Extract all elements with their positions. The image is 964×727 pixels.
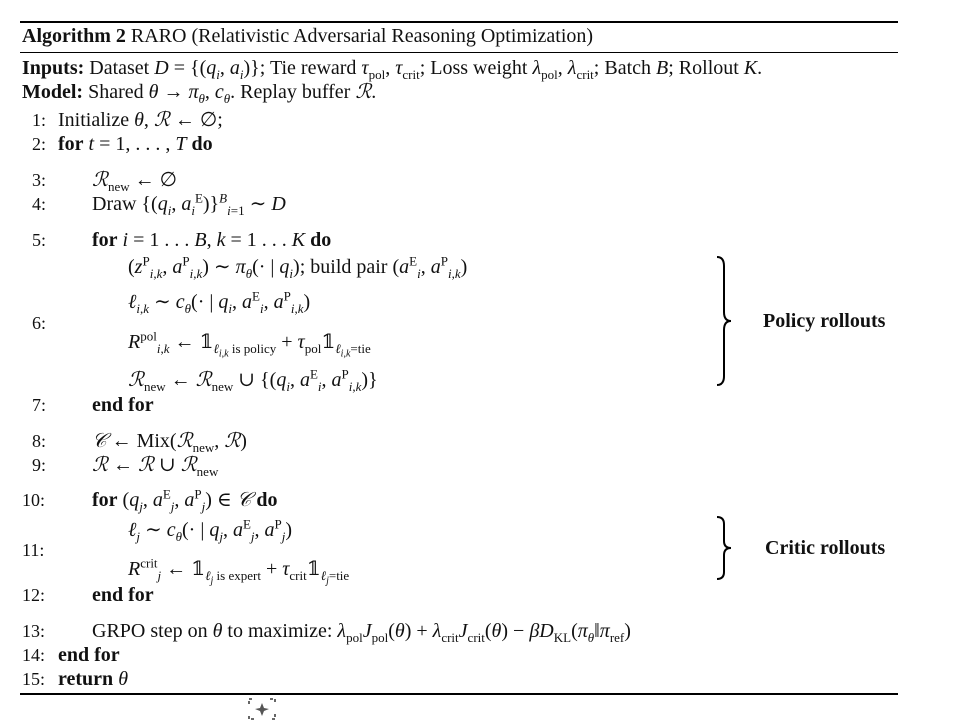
caption-rule: [20, 52, 898, 53]
critic-brace: [716, 516, 732, 580]
line-12: [92, 583, 154, 607]
line-8: 𝒞 ← Mix(ℛ$_{new}$, ℛ): [92, 430, 247, 455]
kw-for: for: [92, 489, 118, 511]
line-number-8: 8:: [32, 431, 47, 451]
kw-do: do: [256, 489, 278, 511]
kw-end-for: end for: [92, 394, 154, 416]
critic-rollouts-label: Critic rollouts: [765, 537, 886, 559]
kw-for: for: [58, 133, 84, 155]
line-7: [92, 393, 154, 417]
sparkle-select-icon[interactable]: [246, 696, 278, 722]
policy-step-critic: ℓ$_{i,k}$ ∼ $c_\theta(\cdot$ | $q_i$, $a^E_i$, $a^P_{i,k}$): [128, 288, 311, 316]
inputs-line: Inputs: Dataset $D = \{(q_i$, $a_i$)}; Tie reward $\tau_{pol}$, $\tau_{crit}$; Loss weight $\lambda_{pol}$, $\lambda_{crit}$; Batch B; Rollout K.: [22, 57, 763, 82]
line-number-3: 3:: [32, 170, 47, 190]
algorithm-label: Algorithm 2: [22, 25, 126, 47]
kw-do: do: [191, 133, 213, 155]
model-label: Model:: [22, 81, 84, 103]
line-number-11: 11:: [22, 540, 45, 560]
top-rule: [20, 21, 898, 23]
algorithm-caption: [22, 24, 593, 48]
line-number-10: 10:: [22, 490, 46, 510]
kw-do: do: [310, 229, 332, 251]
line-number-6: 6:: [32, 313, 47, 333]
line-2: for t = 1, . . . , T do: [58, 133, 213, 155]
line-13: GRPO step on θ to maximize: $\lambda_{pol}J_{pol}(\theta) + \lambda_{crit}J_{crit}(\theta)$ − $\beta D_{KL}(\pi_\theta‖\pi_{ref})$: [92, 620, 631, 645]
line-number-4: 4:: [32, 194, 47, 214]
line-9: ℛ ← ℛ ∪ ℛ$_{new}$: [92, 454, 219, 479]
line-number-7: 7:: [32, 395, 47, 415]
line-number-14: 14:: [22, 645, 46, 665]
kw-return: return: [58, 668, 114, 690]
line-14: [58, 643, 120, 667]
kw-end-for: end for: [58, 644, 120, 666]
critic-step-sample: ℓ$_j$ ∼ $c_\theta(\cdot$ | $q_j$, $a^E_j$, $a^P_j$): [128, 516, 293, 544]
algorithm-title: RARO (Relativistic Adversarial Reasoning Optimization): [130, 25, 594, 47]
policy-step-sample: ($z^P_{i,k}$, $a^P_{i,k}$) ∼ $\pi_\theta(\cdot$ | $q_i$); build pair ($a^E_i$, $a^P_{i,k}$): [128, 253, 468, 281]
line-3: ℛ$_{new}$ ← ∅: [92, 169, 178, 194]
line-number-1: 1:: [32, 110, 47, 130]
line-number-15: 15:: [22, 669, 46, 689]
line-15: [58, 667, 128, 691]
policy-step-reward: $R^{pol}_{i,k}$ ← $𝟙_{\ell_{i,k} is policy}$ + $\tau_{pol}𝟙_{\ell_{i,k}=tie}$: [128, 328, 371, 360]
line-number-2: 2:: [32, 134, 47, 154]
line-number-5: 5:: [32, 230, 47, 250]
inputs-label: Inputs:: [22, 57, 85, 79]
line-1: Initialize θ, ℛ ← ∅;: [58, 109, 223, 131]
critic-step-reward: $R^{crit}_j$ ← $𝟙_{\ell_j is expert}$ + $\tau_{crit}𝟙_{\ell_j=tie}$: [128, 555, 350, 587]
policy-step-buffer: ℛ$_{new}$ ← ℛ$_{new}$ ∪ {($q_i$, $a^E_i$, $a^P_{i,k}$)}: [128, 366, 378, 394]
model-line: Model: Shared $\theta \to \pi_\theta$, $c_\theta$. Replay buffer ℛ.: [22, 81, 377, 106]
line-number-9: 9:: [32, 455, 47, 475]
line-5: for i = 1 . . . B, k = 1 . . . K do: [92, 229, 332, 251]
kw-for: for: [92, 229, 118, 251]
line-4: Draw {($q_i$, $a_i^E)\}^B_{i=1}$ ∼ D: [92, 190, 286, 218]
kw-end-for: end for: [92, 584, 154, 606]
line-number-13: 13:: [22, 621, 46, 641]
bottom-rule: [20, 693, 898, 695]
line-number-12: 12:: [22, 585, 46, 605]
policy-rollouts-label: Policy rollouts: [763, 310, 886, 332]
policy-brace: [716, 256, 732, 386]
return-value: θ: [118, 668, 129, 690]
line-10: for ($q_j$, $a^E_j$, $a^P_j$) ∈ 𝒞 do: [92, 486, 278, 514]
